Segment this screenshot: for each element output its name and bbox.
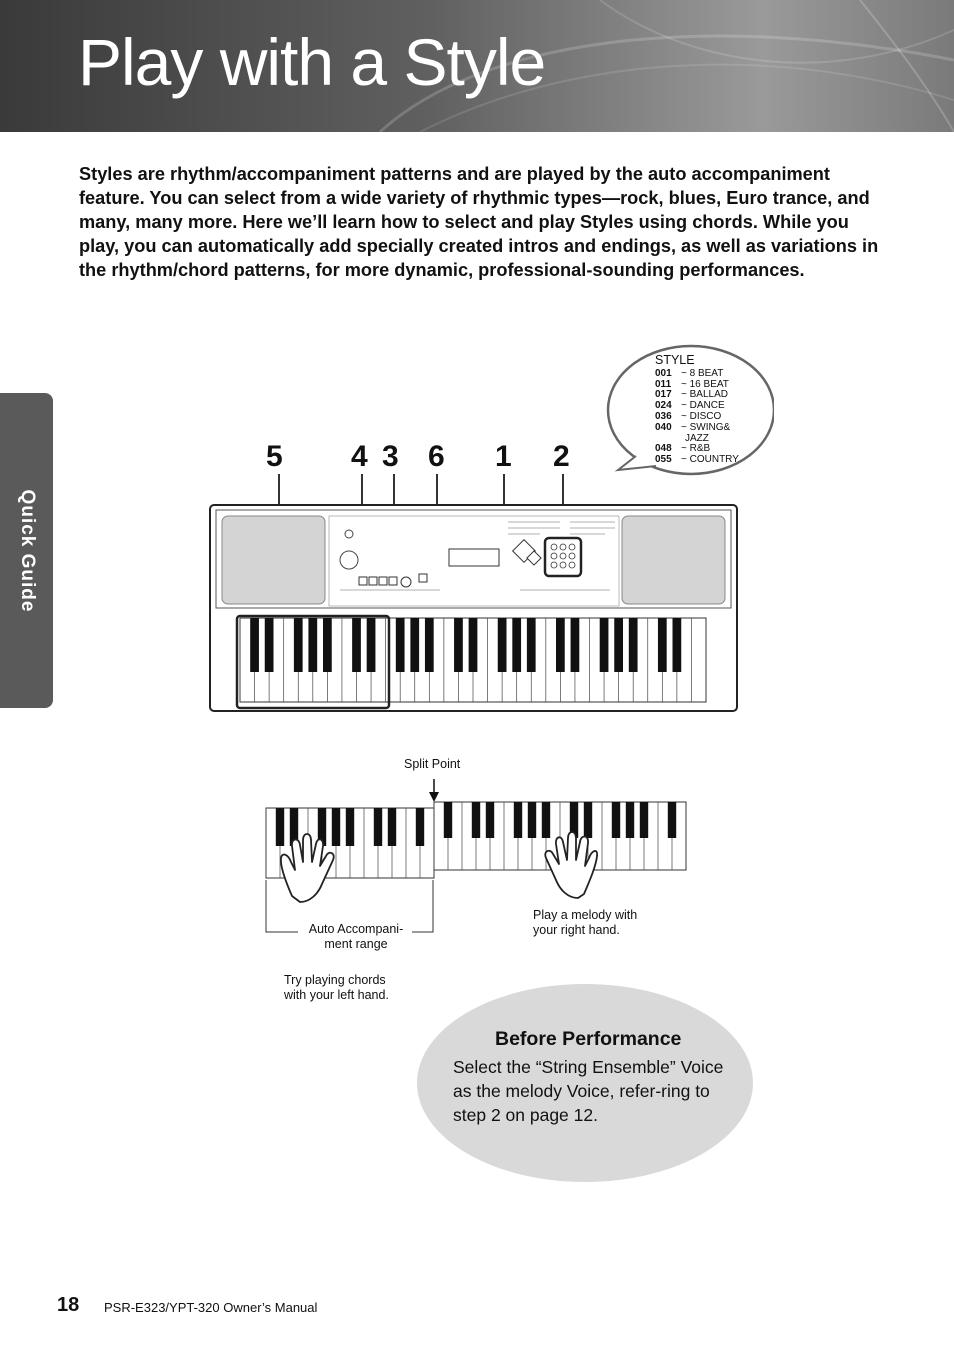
black-key [658, 618, 667, 672]
black-key [614, 618, 623, 672]
black-key [332, 808, 340, 846]
split-point-label: Split Point [404, 757, 461, 771]
right-hand-caption [533, 908, 637, 938]
black-key [425, 618, 434, 672]
step-number-6: 6 [428, 440, 445, 473]
black-key [584, 802, 592, 838]
black-key [571, 618, 580, 672]
manual-title: PSR-E323/YPT-320 Owner’s Manual [104, 1300, 318, 1315]
black-key [416, 808, 424, 846]
black-key [250, 618, 259, 672]
black-key [612, 802, 620, 838]
acc-range-line-2: ment range [324, 937, 388, 951]
page-title: Play with a Style [78, 25, 546, 99]
before-performance-text: Select the “String Ensemble” Voice as the melody Voice, refer-ring to step 2 on page 12. [453, 1057, 724, 1125]
black-key [374, 808, 382, 846]
black-key [528, 802, 536, 838]
black-key [626, 802, 634, 838]
style-list-item: 024 ~ DANCE [655, 400, 725, 412]
style-list-item: 036 ~ DISCO [655, 410, 722, 422]
black-key [600, 618, 609, 672]
step-number-2: 2 [553, 440, 570, 473]
style-list-item: 055 ~ COUNTRY [655, 454, 739, 466]
black-key [514, 802, 522, 838]
step-number-3: 3 [382, 440, 399, 473]
auto-accompaniment-range-label [300, 922, 412, 952]
black-key [498, 618, 507, 672]
style-list-item: 017 ~ BALLAD [655, 389, 728, 401]
left-hand-caption-line-2: with your left hand. [284, 988, 389, 1002]
black-key [556, 618, 565, 672]
black-key [352, 618, 361, 672]
before-performance-title: Before Performance [495, 1028, 682, 1050]
black-key [629, 618, 638, 672]
black-key [673, 618, 682, 672]
black-key [290, 808, 298, 846]
style-list-item: 048 ~ R&B [655, 443, 711, 455]
page-number: 18 [57, 1294, 80, 1316]
black-key [308, 618, 317, 672]
right-hand-icon [545, 832, 597, 898]
left-hand-caption-line-1: Try playing chords [284, 973, 386, 987]
black-key [318, 808, 326, 846]
black-key [265, 618, 274, 672]
black-key [472, 802, 480, 838]
side-tab-quick-guide [0, 393, 53, 708]
style-list-heading: STYLE [655, 353, 695, 367]
black-key [486, 802, 494, 838]
black-key [410, 618, 419, 672]
black-key [367, 618, 376, 672]
black-key [396, 618, 405, 672]
step-number-5: 5 [266, 440, 283, 473]
right-hand-caption-line-2: your right hand. [533, 923, 620, 937]
style-list-item: JAZZ [685, 432, 709, 444]
black-key [294, 618, 303, 672]
black-key [469, 618, 478, 672]
black-key [527, 618, 536, 672]
black-key [276, 808, 284, 846]
black-key [323, 618, 332, 672]
black-key [512, 618, 521, 672]
right-hand-caption-line-1: Play a melody with [533, 908, 638, 922]
acc-range-line-1: Auto Accompani- [308, 922, 404, 936]
style-list-item: 040 ~ SWING& [655, 421, 731, 433]
black-key [444, 802, 452, 838]
step-number-4: 4 [351, 440, 368, 473]
black-key [346, 808, 354, 846]
style-list-item: 011 ~ 16 BEAT [655, 378, 729, 390]
intro-paragraph: Styles are rhythm/accompaniment patterns and are played by the auto accompaniment feature. You can select from a wide variety of rhythmic types—rock, blues, Euro trance, and many, many more. Here we’ll learn how to select and play Styles using chords. While you play, you can automatically add specially created intros and endings, as well as variations in the rhythm/chord patterns, for more dynamic, professional-sounding performances. [79, 164, 879, 280]
black-key [388, 808, 396, 846]
header-band [0, 0, 954, 132]
black-key [668, 802, 676, 838]
black-key [454, 618, 463, 672]
black-key [542, 802, 550, 838]
style-list-item: 001 ~ 8 BEAT [655, 367, 724, 379]
left-hand-icon [281, 834, 334, 902]
left-hand-caption [284, 973, 404, 1003]
style-list [655, 355, 739, 466]
black-key [640, 802, 648, 838]
side-tab-label: Quick Guide [16, 489, 38, 612]
step-number-1: 1 [495, 440, 512, 473]
black-key [570, 802, 578, 838]
